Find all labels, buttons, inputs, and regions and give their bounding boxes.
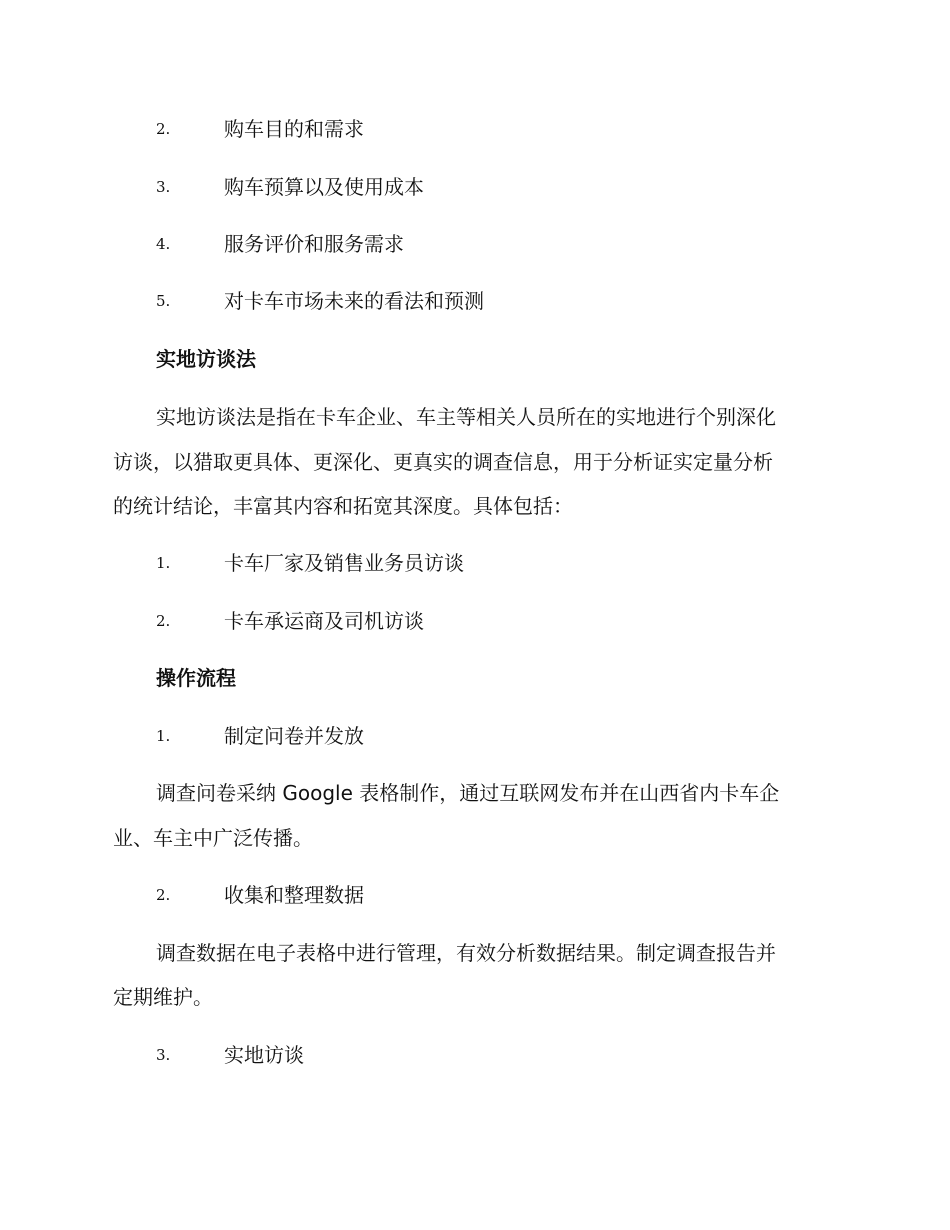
list-item-number: 3. [156,178,171,196]
list-item-number: 4. [156,235,171,253]
list-item-number: 1. [156,554,171,572]
list-item-text: 收集和整理数据 [224,883,364,907]
list-item-number: 2. [156,612,171,630]
paragraph-line: 调查数据在电子表格中进行管理，有效分析数据结果。制定调查报告并 [156,941,776,965]
list-item-number: 2. [156,120,171,138]
list-item-number: 3. [156,1046,171,1064]
list-item-text: 购车预算以及使用成本 [224,175,424,199]
list-item-number: 1. [156,727,171,745]
paragraph-line: 定期维护。 [113,985,213,1009]
list-item-text: 卡车厂家及销售业务员访谈 [224,551,464,575]
list-item-text: 服务评价和服务需求 [224,232,404,256]
list-item-text: 购车目的和需求 [224,117,364,141]
list-item-text: 对卡车市场未来的看法和预测 [224,289,484,313]
paragraph-line: 的统计结论，丰富其内容和拓宽其深度。具体包括： [113,494,573,518]
list-item-text: 实地访谈 [224,1043,304,1067]
section-heading: 实地访谈法 [156,347,256,371]
paragraph-line: 调查问卷采纳 Google 表格制作，通过互联网发布并在山西省内卡车企 [156,781,780,805]
section-heading: 操作流程 [156,666,236,690]
list-item-text: 卡车承运商及司机访谈 [224,609,424,633]
paragraph-line: 访谈，以猎取更具体、更深化、更真实的调查信息，用于分析证实定量分析 [113,450,773,474]
paragraph-line: 业、车主中广泛传播。 [113,826,313,850]
list-item-number: 5. [156,292,171,310]
list-item-number: 2. [156,886,171,904]
paragraph-line: 实地访谈法是指在卡车企业、车主等相关人员所在的实地进行个别深化 [156,405,776,429]
list-item-text: 制定问卷并发放 [224,724,364,748]
